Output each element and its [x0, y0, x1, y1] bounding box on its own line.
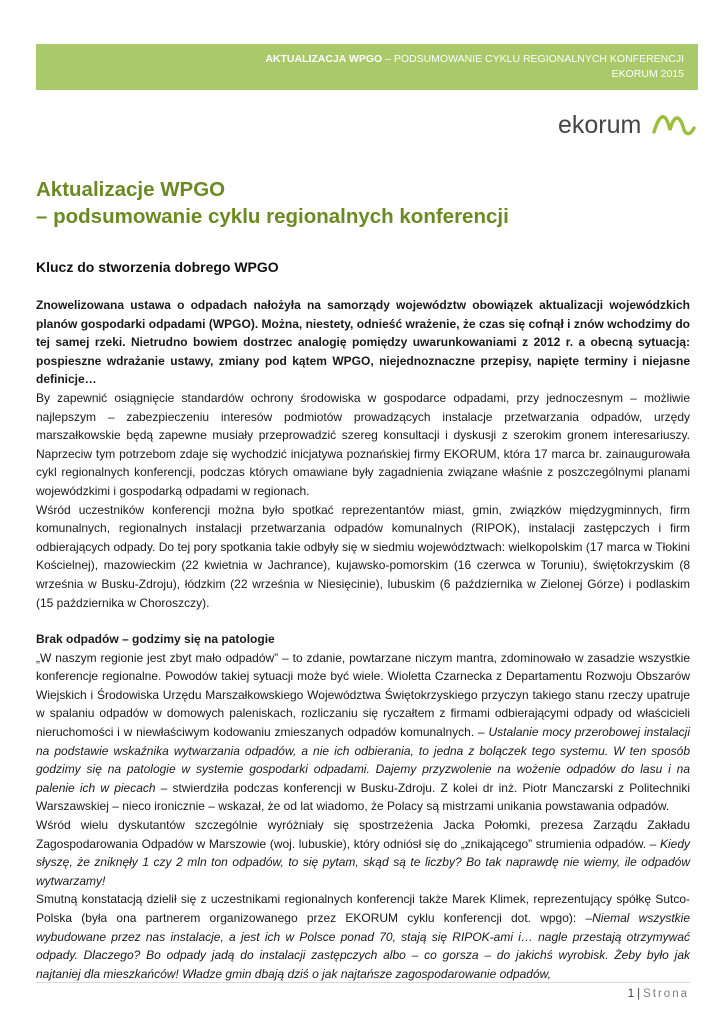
paragraph-5	[36, 890, 690, 983]
logo-swoosh-icon	[654, 117, 694, 134]
paragraph-5-quote: Niemal wszystkie wybudowane przez nas instalacje, a jest ich w Polsce ponad 70, stają się RIPOK-ami i… nagle przestają otrzymywać odpady. Dlaczego? Bo odpady jadą do instalacji zastępczych albo – co gorsza – do jakichś wyrobisk. Żeby było jak najtaniej dla mieszkańców! Władze gmin dbają dziś o jak najtańsze zagospodarowanie odpadów,	[36, 911, 691, 981]
paragraph-3-quote: Ustalanie mocy przerobowej instalacji na podstawie wskaźnika wytwarzania odpadów, a nie ich odbierania, to jedna z bolączek tego systemu. W ten sposób godzimy się na patologie w systemie gospodarki odpadami. Dajemy przyzwolenie na wożenie odpadów do lasu i na palenie ich w piecach	[36, 725, 690, 795]
header-band	[36, 44, 698, 90]
paragraph-3-text-a: „W naszym regionie jest zbyt mało odpadów” – to zdanie, powtarzane niczym mantra, zdominowało w zasadzie wszystkie konferencje regionalne. Powodów takiej sytuacji może być wiele. Wioletta Czarnecka z Departamentu Rozwoju Obszarów Wiejskich i Środowiska Urzędu Marszałkowskiego Województwa Świętokrzyskiego przyczyn takiego stanu rzeczy upatruje w spalaniu odpadów w domowych paleniskach, rozliczaniu się ryczałtem z firmami odbierającymi odpady od właścicieli nieruchomości i w niewłaściwym kodowaniu zmieszanych odpadów komunalnych. –	[36, 650, 690, 740]
ekorum-logo	[556, 108, 696, 140]
title-line-1: Aktualizacje WPGO	[36, 178, 226, 201]
page-number: 1	[627, 988, 635, 1000]
lead-paragraph: Znowelizowana ustawa o odpadach nałożyła na samorządy województw obowiązek aktualizacji wojewódzkich planów gospodarki odpadami (WPGO). Można, niestety, odnieść wrażenie, że czas się cofnął i znów wchodzimy do tej samej rzeki. Nietrudno bowiem dostrzec analogię pomiędzy uwarunkowaniami z 2012 r. a obecną sytuacją: pospieszne wdrażanie ustawy, zmiany pod kątem WPGO, niejednoznaczne przepisy, napięte terminy i niejasne definicje…	[36, 298, 690, 387]
paragraph-3	[36, 649, 690, 816]
page-word: Strona	[643, 988, 689, 1000]
paragraph-2: Wśród uczestników konferencji można było spotkać reprezentantów miast, gmin, związków międzygminnych, firm komunalnych, regionalnych instalacji przetwarzania odpadów komunalnych (RIPOK), instalacji zastępczych i firm odbierających odpady. Do tej pory spotkania takie odbyły się w siedmiu województwach: wielkopolskim (17 marca w Tłokini Kościelnej), mazowieckim (22 kwietnia w Jachrance), kujawsko-pomorskim (16 czerwca w Toruniu), świętokrzyskim (8 września w Busku-Zdroju), łódzkim (22 września w Niesięcinie), lubuskim (6 października w Zielonej Górze) i podlaskim (15 października w Choroszczy).	[36, 502, 690, 610]
header-section-label: AKTUALIZACJA WPGO	[265, 53, 383, 65]
logo-wordmark: ekorum	[558, 111, 642, 139]
footer-divider	[36, 982, 690, 983]
paragraph-1: By zapewnić osiągnięcie standardów ochrony środowiska w gospodarce odpadami, przy jednoczesnym – możliwie najlepszym – zabezpieczeniu interesów podmiotów prowadzących instalacje przetwarzania odpadów, urzędy marszałkowskie będą zapewne musiały przeprowadzić szereg konsultacji i dyskusji z szerokim gronem interesariuszy. Naprzeciw tym potrzebom zdaje się wychodzić inicjatywa poznańskiej firmy EKORUM, która 17 marca br. zainaugurowała cykl regionalnych konferencji, podczas których omawiane były zagadnienia związane właśnie z poszczególnymi planami wojewódzkimi i gospodarką odpadami w regionach.	[36, 390, 690, 498]
paragraph-5-text: Smutną konstatacją dzielił się z uczestnikami regionalnych konferencji także Marek Klimek, reprezentujący spółkę Sutco-Polska (była ona partnerem organizowanego przez EKORUM cyklu konferencji dot. wpgo): –	[36, 892, 690, 925]
paragraph-3-text-b: – stwierdziła podczas konferencji w Busku-Zdroju. Z kolei dr inż. Piotr Manczarski z Politechniki Warszawskiej – nieco ironicznie – wskazał, że od lat wiadomo, że Polacy są mistrzami unikania powstawania odpadów.	[36, 780, 691, 814]
article-body	[36, 296, 690, 983]
footer-separator: |	[637, 988, 641, 1000]
paragraph-4-quote: Kiedy słyszę, że zniknęły 1 czy 2 mln ton odpadów, to się pytam, skąd są te liczby? Bo tak naprawdę nie wiemy, ile odpadów wytwarzamy!	[36, 836, 690, 888]
header-line-2: EKORUM 2015	[611, 68, 684, 80]
header-line-1	[46, 52, 684, 67]
page-footer	[628, 988, 689, 1000]
paragraph-gap	[36, 612, 690, 630]
title-line-2: – podsumowanie cyklu regionalnych konferencji	[36, 205, 509, 228]
page-title	[36, 176, 696, 230]
header-section-subtitle: – PODSUMOWANIE CYKLU REGIONALNYCH KONFERENCJI	[382, 53, 684, 65]
paragraph-4	[36, 816, 690, 890]
section-heading: Brak odpadów – godzimy się na patologie	[36, 632, 275, 647]
paragraph-4-text: Wśród wielu dyskutantów szczególnie wyróżniały się spostrzeżenia Jacka Połomki, prezesa Zarządu Zakładu Zagospodarowania Odpadów w Marszowie (woj. lubuskie), który odniósł się do „znikającego” strumienia odpadów. –	[36, 818, 690, 851]
section-subtitle: Klucz do stworzenia dobrego WPGO	[36, 259, 279, 275]
